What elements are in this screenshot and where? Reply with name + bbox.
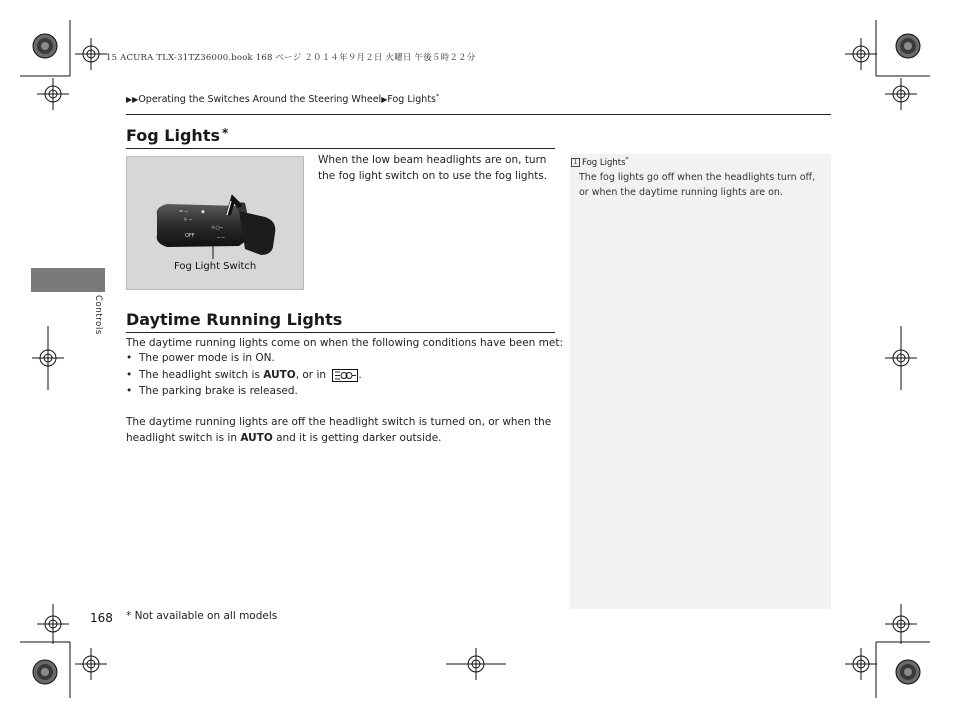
registration-mark-icon	[845, 38, 877, 70]
registration-mark-icon	[885, 326, 917, 390]
registration-mark-icon	[885, 604, 917, 644]
sidebar-title	[571, 156, 629, 168]
svg-text:─ ─: ─ ─	[217, 235, 225, 241]
registration-mark-icon	[446, 648, 506, 680]
color-target-icon	[896, 34, 920, 58]
footnote: * Not available on all models	[126, 610, 278, 622]
breadcrumb-section[interactable]: Operating the Switches Around the Steering Wheel	[138, 94, 382, 106]
headlight-icon	[332, 369, 358, 382]
bullet-icon: •	[126, 352, 133, 364]
bullet-icon: •	[126, 369, 133, 381]
registration-mark-icon	[885, 78, 917, 110]
svg-text:◆: ◆	[201, 209, 205, 215]
fog-light-switch-image	[126, 156, 304, 290]
fog-lights-intro: When the low beam headlights are on, turn the fog light switch on to use the fog lights.	[318, 154, 548, 182]
fog-lights-heading	[126, 126, 228, 145]
sidebar-text: The fog lights go off when the headlights turn off, or when the daytime running lights are on.	[579, 172, 816, 198]
fog-lights-rule	[126, 148, 555, 149]
page-number: 168	[90, 611, 113, 625]
drl-paragraph-text: The daytime running lights are off the headlight switch is turned on, or when the headlight switch is in	[126, 416, 552, 444]
list-item	[126, 384, 298, 400]
registration-mark-icon	[32, 326, 64, 390]
breadcrumb-current: Fog Lights	[387, 94, 436, 106]
svg-text:= ─: = ─	[179, 209, 188, 215]
bullet-text: The headlight switch is	[139, 369, 264, 381]
drl-title: Daytime Running Lights	[126, 310, 343, 329]
bullet-text: The parking brake is released.	[139, 385, 298, 397]
section-tab-label: Controls	[93, 295, 103, 335]
header-rule	[126, 114, 831, 115]
fog-light-switch-label: Fog Light Switch	[174, 261, 257, 272]
breadcrumb-separator: ▶	[381, 95, 388, 105]
drl-paragraph	[126, 415, 552, 446]
registration-mark-icon	[75, 38, 107, 70]
fog-lights-title: Fog Lights	[126, 126, 220, 145]
registration-mark-icon	[75, 648, 107, 680]
breadcrumb-asterisk: *	[436, 93, 439, 100]
bullet-text: The power mode is in ON.	[139, 352, 275, 364]
drl-rule	[126, 332, 555, 333]
bullet-text: , or in	[295, 369, 330, 381]
svg-text:OFF: OFF	[185, 233, 195, 239]
reference-icon: 1	[571, 158, 580, 167]
color-target-icon	[33, 34, 57, 58]
breadcrumb	[126, 93, 439, 105]
bullet-icon: •	[126, 385, 133, 397]
svg-text:☼ ─: ☼ ─	[183, 217, 193, 223]
bullet-bold: AUTO	[263, 369, 296, 381]
drl-intro: The daytime running lights come on when the following conditions have been met:	[126, 337, 563, 349]
section-tab	[31, 268, 105, 292]
color-target-icon	[33, 660, 57, 684]
registration-mark-icon	[845, 648, 877, 680]
print-info-line: 15 ACURA TLX-31TZ36000.book 168 ページ ２０１４年９月２日 火曜日 午後５時２２分	[106, 53, 476, 63]
registration-mark-icon	[37, 78, 69, 110]
bullet-text: .	[358, 369, 362, 381]
fog-lights-asterisk: *	[222, 126, 229, 140]
registration-mark-icon	[37, 604, 69, 644]
drl-paragraph-bold: AUTO	[240, 431, 273, 444]
drl-paragraph-text: and it is getting darker outside.	[272, 431, 442, 444]
color-target-icon	[896, 660, 920, 684]
drl-heading	[126, 310, 342, 329]
sidebar-title-text: Fog Lights	[582, 157, 626, 168]
breadcrumb-marker: ▶▶	[126, 95, 139, 105]
list-item	[126, 368, 362, 384]
sidebar-title-asterisk: *	[625, 156, 629, 163]
list-item	[126, 351, 275, 367]
sidebar-panel	[570, 154, 831, 609]
svg-text:☼○─: ☼○─	[211, 225, 223, 231]
